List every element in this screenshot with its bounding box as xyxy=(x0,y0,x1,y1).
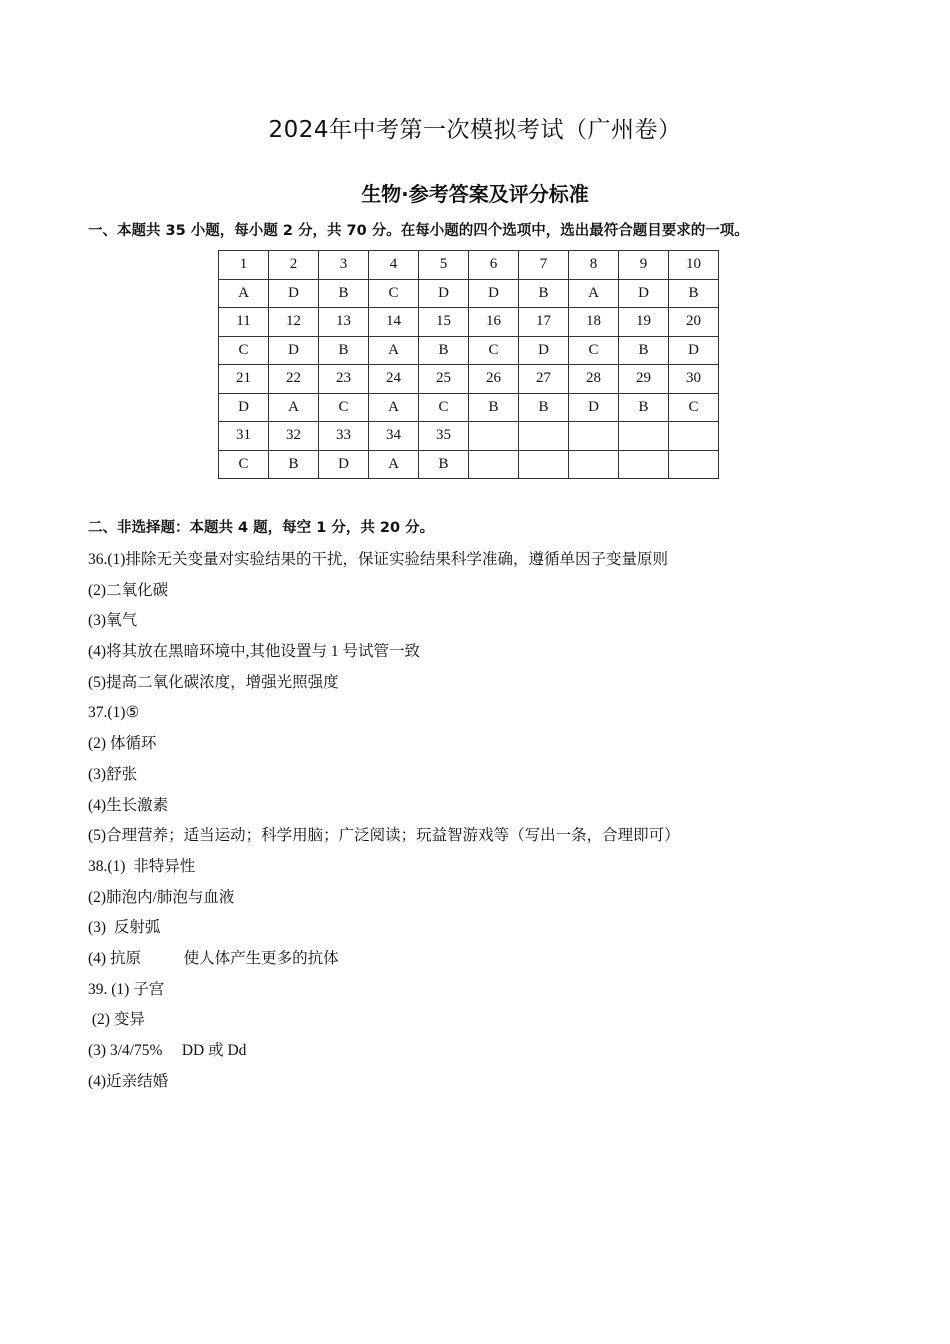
answer-line: 37.(1)⑤ xyxy=(88,704,140,722)
page-title: 2024年中考第一次模拟考试（广州卷） xyxy=(268,117,682,143)
question-number-cell xyxy=(569,422,619,451)
question-number-cell: 11 xyxy=(219,308,269,337)
question-number-cell: 13 xyxy=(319,308,369,337)
answer-cell: A xyxy=(369,393,419,422)
answer-cell: D xyxy=(619,279,669,308)
question-number-cell: 28 xyxy=(569,365,619,394)
question-number-row xyxy=(219,422,719,451)
question-number-cell: 32 xyxy=(269,422,319,451)
answer-line: 38.(1) 非特异性 xyxy=(88,857,196,875)
answer-cell: C xyxy=(469,336,519,365)
answer-cell: B xyxy=(319,279,369,308)
answer-line: (3)氧气 xyxy=(88,612,138,630)
answer-line: (4)将其放在黑暗环境中,其他设置与 1 号试管一致 xyxy=(88,643,420,661)
answer-cell: D xyxy=(519,336,569,365)
question-number-cell xyxy=(619,422,669,451)
answer-cell: A xyxy=(369,336,419,365)
question-number-cell: 4 xyxy=(369,251,419,280)
section1-heading: 一、本题共 35 小题，每小题 2 分，共 70 分。在每小题的四个选项中，选出最符合题目要求的一项。 xyxy=(88,223,749,239)
answer-line: (4) 抗原 使人体产生更多的抗体 xyxy=(88,949,339,967)
answer-cell: D xyxy=(219,393,269,422)
answer-cell: D xyxy=(469,279,519,308)
answer-cell: C xyxy=(219,336,269,365)
answer-cell: D xyxy=(269,336,319,365)
answer-cell: B xyxy=(619,393,669,422)
answer-cell: B xyxy=(519,393,569,422)
answer-line: (3)舒张 xyxy=(88,765,138,783)
answer-line: (5)合理营养；适当运动；科学用脑；广泛阅读；玩益智游戏等（写出一条，合理即可） xyxy=(88,827,680,845)
answer-cell: B xyxy=(519,279,569,308)
question-number-cell: 6 xyxy=(469,251,519,280)
answer-row xyxy=(219,336,719,365)
answer-cell xyxy=(619,450,669,479)
answer-cell: D xyxy=(419,279,469,308)
question-number-cell: 21 xyxy=(219,365,269,394)
answer-cell xyxy=(469,450,519,479)
answer-line: 36.(1)排除无关变量对实验结果的干扰，保证实验结果科学准确，遵循单因子变量原则 xyxy=(88,551,668,568)
answer-line: (2) 体循环 xyxy=(88,735,157,753)
question-number-cell: 27 xyxy=(519,365,569,394)
question-number-cell: 22 xyxy=(269,365,319,394)
question-number-cell: 10 xyxy=(669,251,719,280)
answer-line: (2)肺泡内/肺泡与血液 xyxy=(88,888,235,906)
answer-cell: B xyxy=(469,393,519,422)
question-number-cell: 16 xyxy=(469,308,519,337)
answer-row xyxy=(219,393,719,422)
answer-line: (4)近亲结婚 xyxy=(88,1072,169,1090)
answer-cell xyxy=(519,450,569,479)
question-number-row xyxy=(219,308,719,337)
question-number-cell xyxy=(469,422,519,451)
section2-heading: 二、非选择题：本题共 4 题，每空 1 分，共 20 分。 xyxy=(88,520,435,536)
answer-cell: D xyxy=(319,450,369,479)
answer-lines xyxy=(88,545,888,1097)
question-number-cell: 12 xyxy=(269,308,319,337)
question-number-cell: 34 xyxy=(369,422,419,451)
answer-cell: B xyxy=(319,336,369,365)
answer-cell: D xyxy=(569,393,619,422)
answer-cell: B xyxy=(419,336,469,365)
answer-line: (2)二氧化碳 xyxy=(88,581,169,599)
question-number-cell: 18 xyxy=(569,308,619,337)
answer-cell: A xyxy=(269,393,319,422)
answer-cell: C xyxy=(419,393,469,422)
question-number-cell: 29 xyxy=(619,365,669,394)
answer-cell: C xyxy=(369,279,419,308)
question-number-cell: 17 xyxy=(519,308,569,337)
question-number-cell: 20 xyxy=(669,308,719,337)
question-number-cell: 8 xyxy=(569,251,619,280)
question-number-cell: 14 xyxy=(369,308,419,337)
question-number-cell: 1 xyxy=(219,251,269,280)
question-number-cell: 19 xyxy=(619,308,669,337)
question-number-cell: 35 xyxy=(419,422,469,451)
answer-cell: A xyxy=(219,279,269,308)
page-subtitle: 生物·参考答案及评分标准 xyxy=(361,182,589,206)
question-number-cell: 23 xyxy=(319,365,369,394)
question-number-cell: 5 xyxy=(419,251,469,280)
answer-row xyxy=(219,279,719,308)
answer-line: (3) 反射弧 xyxy=(88,919,161,937)
question-number-cell xyxy=(519,422,569,451)
answer-line: 39. (1) 子宫 xyxy=(88,980,165,998)
answer-cell: D xyxy=(269,279,319,308)
answer-cell: C xyxy=(569,336,619,365)
answer-cell: B xyxy=(619,336,669,365)
question-number-cell: 33 xyxy=(319,422,369,451)
question-number-cell: 3 xyxy=(319,251,369,280)
answer-line: (3) 3/4/75% DD 或 Dd xyxy=(88,1042,247,1059)
question-number-cell: 7 xyxy=(519,251,569,280)
answer-cell: B xyxy=(269,450,319,479)
answer-line: (4)生长激素 xyxy=(88,796,169,814)
answer-cell xyxy=(569,450,619,479)
answer-cell xyxy=(669,450,719,479)
question-number-cell: 31 xyxy=(219,422,269,451)
answer-cell: B xyxy=(669,279,719,308)
answer-table xyxy=(218,250,719,479)
question-number-cell: 2 xyxy=(269,251,319,280)
answer-cell: C xyxy=(319,393,369,422)
answer-cell: D xyxy=(669,336,719,365)
question-number-cell: 26 xyxy=(469,365,519,394)
answer-line: (2) 变异 xyxy=(88,1011,145,1029)
answer-cell: C xyxy=(669,393,719,422)
question-number-cell: 25 xyxy=(419,365,469,394)
question-number-cell xyxy=(669,422,719,451)
answer-cell: C xyxy=(219,450,269,479)
question-number-cell: 9 xyxy=(619,251,669,280)
question-number-row xyxy=(219,365,719,394)
answer-line: (5)提高二氧化碳浓度，增强光照强度 xyxy=(88,673,339,691)
question-number-row xyxy=(219,251,719,280)
answer-cell: B xyxy=(419,450,469,479)
answer-cell: A xyxy=(369,450,419,479)
question-number-cell: 15 xyxy=(419,308,469,337)
question-number-cell: 30 xyxy=(669,365,719,394)
answer-row xyxy=(219,450,719,479)
question-number-cell: 24 xyxy=(369,365,419,394)
answer-cell: A xyxy=(569,279,619,308)
